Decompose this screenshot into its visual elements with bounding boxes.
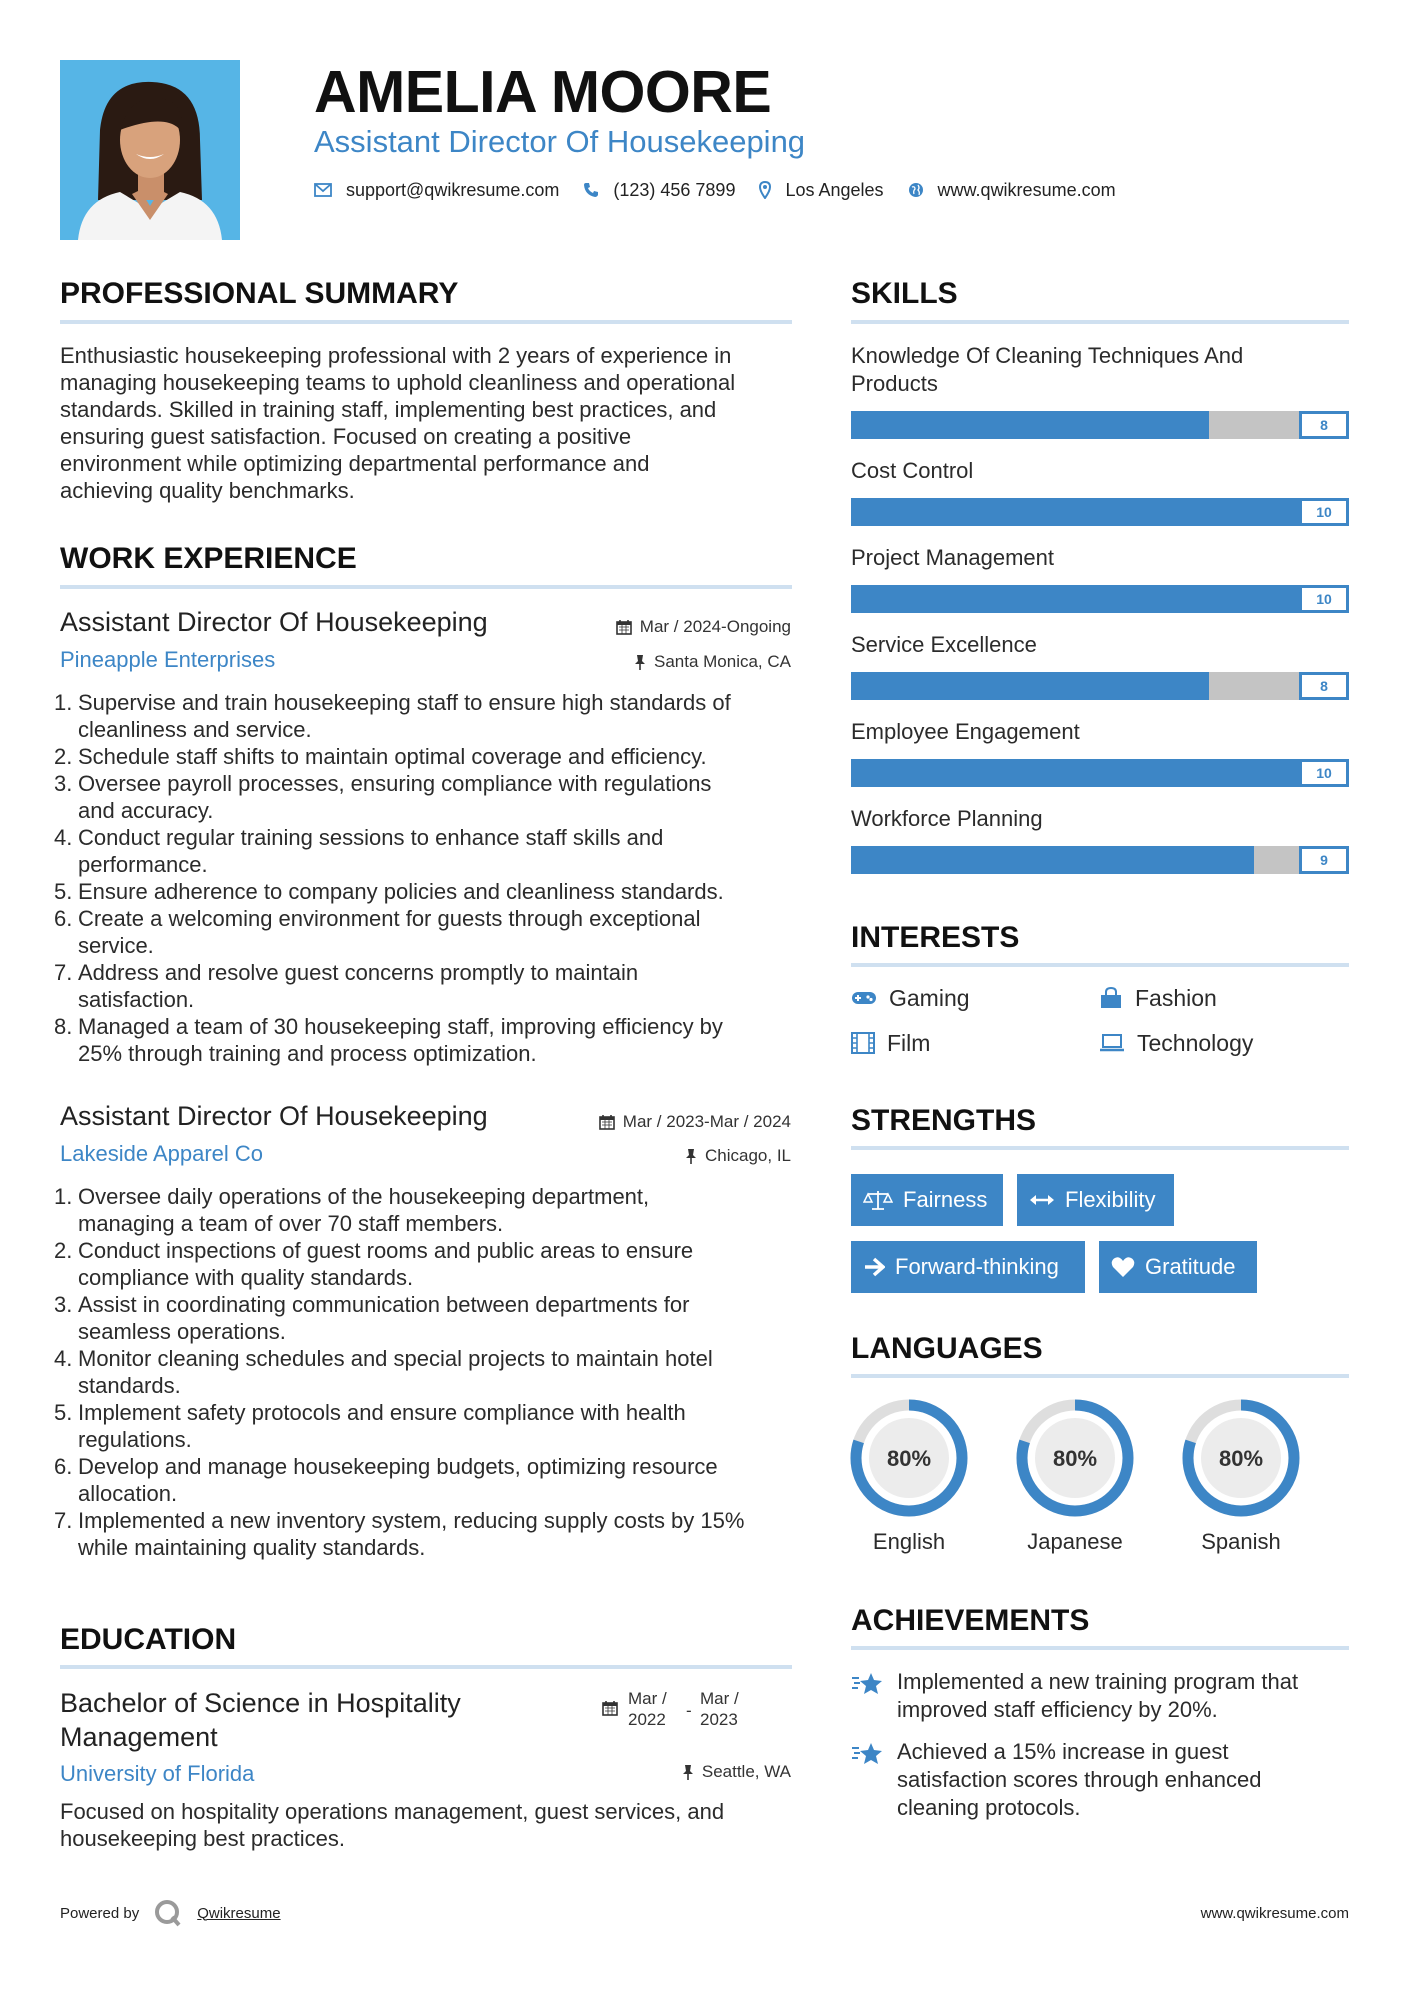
list-item: 1. Oversee daily operations of the housekeeping department, managing a team of over 70 staff members. xyxy=(54,1184,650,1236)
list-item: 7. Address and resolve guest concerns promptly to maintain satisfaction. xyxy=(54,960,639,1012)
brand-link[interactable]: Qwikresume xyxy=(197,1904,281,1922)
school-name: University of Florida xyxy=(60,1761,255,1786)
email-text: support@qwikresume.com xyxy=(346,179,560,200)
education-location: Seattle, WA xyxy=(682,1760,791,1784)
interests-heading: INTERESTS xyxy=(851,921,1020,954)
interest-fashion: Fashion xyxy=(1099,983,1217,1013)
calendar-icon xyxy=(616,619,632,635)
skill-1-bar xyxy=(851,411,1349,439)
strength-fairness: Fairness xyxy=(851,1174,1003,1226)
pin-icon xyxy=(685,1148,697,1164)
skills-heading: SKILLS xyxy=(851,277,958,310)
language-percent: 80% xyxy=(1052,1446,1098,1471)
language-spanish-label: Spanish xyxy=(1201,1529,1281,1554)
star-award-icon xyxy=(851,1740,885,1768)
envelope-icon xyxy=(314,183,332,197)
list-item: 5. Ensure adherence to company policies and cleanliness standards. xyxy=(54,879,724,904)
skill-bar-fill xyxy=(851,672,1209,700)
contact-phone[interactable] xyxy=(583,180,735,201)
globe-icon xyxy=(908,182,924,198)
film-icon xyxy=(851,1032,875,1054)
skill-level-badge: 10 xyxy=(1299,585,1349,613)
list-item: 1. Supervise and train housekeeping staff to ensure high standards of cleanliness and service. xyxy=(54,690,731,742)
strengths-divider xyxy=(851,1146,1349,1150)
job-2-title: Assistant Director Of Housekeeping xyxy=(60,1101,488,1131)
interest-gaming: Gaming xyxy=(851,983,970,1013)
language-english-label: English xyxy=(872,1529,946,1554)
skill-level-badge: 9 xyxy=(1299,846,1349,874)
skills-divider xyxy=(851,320,1349,324)
interest-film: Film xyxy=(851,1028,930,1058)
achievements-heading: ACHIEVEMENTS xyxy=(851,1604,1090,1637)
job-2-duties xyxy=(54,1183,792,1561)
list-item: 2. Conduct inspections of guest rooms and public areas to ensure compliance with quality standards. xyxy=(54,1238,694,1290)
job-2-company: Lakeside Apparel Co xyxy=(60,1141,264,1166)
list-item: 4. Conduct regular training sessions to enhance staff skills and performance. xyxy=(54,825,664,877)
job-1-duties xyxy=(54,689,792,1067)
experience-heading: WORK EXPERIENCE xyxy=(60,542,357,575)
candidate-title: Assistant Director Of Housekeeping xyxy=(314,124,806,159)
summary-heading: PROFESSIONAL SUMMARY xyxy=(60,277,459,310)
candidate-name: AMELIA MOORE xyxy=(314,59,772,125)
skill-4-bar xyxy=(851,672,1349,700)
job-1-location: Santa Monica, CA xyxy=(634,650,791,674)
website-text: www.qwikresume.com xyxy=(937,179,1116,200)
portrait-icon xyxy=(60,60,240,240)
calendar-icon xyxy=(602,1700,618,1716)
language-percent: 80% xyxy=(1218,1446,1264,1471)
skill-3-bar xyxy=(851,585,1349,613)
experience-divider xyxy=(60,585,792,589)
skill-3-name: Project Management xyxy=(851,545,1054,570)
skill-bar-fill xyxy=(851,411,1209,439)
summary-text: Enthusiastic housekeeping professional with 2 years of experience in managing housekeeping teams to uphold cleanliness and operational standards. Skilled in training staff, implementing best practices, and ensuring guest satisfaction. Focused on creating a positive environment while optimizing departmental performance and achieving quality benchmarks. xyxy=(60,343,736,503)
phone-text: (123) 456 7899 xyxy=(613,179,736,200)
list-item: 4. Monitor cleaning schedules and special projects to maintain hotel standards. xyxy=(54,1346,713,1398)
language-spanish xyxy=(1176,1393,1306,1528)
skill-level-badge: 10 xyxy=(1299,498,1349,526)
skill-4-name: Service Excellence xyxy=(851,632,1037,657)
skill-6-bar xyxy=(851,846,1349,874)
achievement-1: Implemented a new training program that improved staff efficiency by 20%. xyxy=(851,1668,1349,1724)
arrow-right-icon xyxy=(863,1257,885,1277)
skill-6-name: Workforce Planning xyxy=(851,806,1043,831)
job-2-dates: Mar / 2023-Mar / 2024 xyxy=(599,1110,791,1134)
map-marker-icon xyxy=(759,181,771,199)
shopping-bag-icon xyxy=(1099,987,1123,1009)
arrows-horizontal-icon xyxy=(1029,1193,1055,1207)
strengths-heading: STRENGTHS xyxy=(851,1104,1037,1137)
contact-email[interactable] xyxy=(314,180,559,201)
list-item: 2. Schedule staff shifts to maintain optimal coverage and efficiency. xyxy=(54,744,707,769)
star-award-icon xyxy=(851,1670,885,1698)
calendar-icon xyxy=(599,1114,615,1130)
interests-divider xyxy=(851,963,1349,967)
skill-bar-fill xyxy=(851,585,1349,613)
language-spanish-ring xyxy=(1176,1393,1306,1523)
education-description: Focused on hospitality operations management, guest services, and housekeeping best practices. xyxy=(60,1799,725,1851)
skill-2-name: Cost Control xyxy=(851,458,974,483)
footer-powered-by: Powered by Qwikresume xyxy=(60,1898,281,1928)
education-dates: Mar / 2022 - Mar / 2023 xyxy=(602,1688,758,1730)
contact-website[interactable] xyxy=(908,180,1116,201)
summary-divider xyxy=(60,320,792,324)
achievement-2: Achieved a 15% increase in guest satisfaction scores through enhanced cleaning protocols. xyxy=(851,1738,1349,1822)
strength-forward-thinking: Forward-thinking xyxy=(851,1241,1085,1293)
achievements-divider xyxy=(851,1646,1349,1650)
language-english-ring xyxy=(844,1393,974,1523)
interest-technology: Technology xyxy=(1099,1028,1253,1058)
list-item: 6. Create a welcoming environment for guests through exceptional service. xyxy=(54,906,701,958)
language-japanese-ring xyxy=(1010,1393,1140,1523)
skill-2-bar xyxy=(851,498,1349,526)
skill-level-badge: 8 xyxy=(1299,411,1349,439)
skill-5-bar xyxy=(851,759,1349,787)
skill-1-name: Knowledge Of Cleaning Techniques And Products xyxy=(851,343,1244,396)
qwikresume-logo-icon xyxy=(153,1898,183,1928)
strength-gratitude: Gratitude xyxy=(1099,1241,1257,1293)
skill-bar-fill xyxy=(851,759,1349,787)
list-item: 3. Oversee payroll processes, ensuring compliance with regulations and accuracy. xyxy=(54,771,712,823)
skill-level-badge: 10 xyxy=(1299,759,1349,787)
list-item: 3. Assist in coordinating communication between departments for seamless operations. xyxy=(54,1292,690,1344)
heart-icon xyxy=(1111,1256,1135,1278)
contact-bar xyxy=(314,176,1140,204)
job-1-title: Assistant Director Of Housekeeping xyxy=(60,607,488,637)
list-item: 6. Develop and manage housekeeping budgets, optimizing resource allocation. xyxy=(54,1454,718,1506)
language-japanese xyxy=(1010,1393,1140,1528)
education-divider xyxy=(60,1665,792,1669)
contact-location xyxy=(759,180,883,201)
balance-scale-icon xyxy=(863,1189,893,1211)
language-japanese-label: Japanese xyxy=(1027,1529,1123,1554)
job-1-dates: Mar / 2024-Ongoing xyxy=(616,615,791,639)
skill-level-badge: 8 xyxy=(1299,672,1349,700)
skill-bar-fill xyxy=(851,846,1254,874)
education-heading: EDUCATION xyxy=(60,1623,237,1656)
list-item: 5. Implement safety protocols and ensure compliance with health regulations. xyxy=(54,1400,686,1452)
gamepad-icon xyxy=(851,990,877,1006)
footer-website[interactable]: www.qwikresume.com xyxy=(1200,1905,1349,1922)
strength-flexibility: Flexibility xyxy=(1017,1174,1174,1226)
degree-title: Bachelor of Science in Hospitality Management xyxy=(60,1688,461,1752)
location-text: Los Angeles xyxy=(785,179,884,200)
languages-heading: LANGUAGES xyxy=(851,1332,1043,1365)
pin-icon xyxy=(682,1764,694,1780)
list-item: 7. Implemented a new inventory system, reducing supply costs by 15% while maintaining quality standards. xyxy=(54,1508,745,1560)
language-percent: 80% xyxy=(886,1446,932,1471)
phone-icon xyxy=(583,182,599,198)
list-item: 8. Managed a team of 30 housekeeping staff, improving efficiency by 25% through training and process optimization. xyxy=(54,1014,723,1066)
pin-icon xyxy=(634,654,646,670)
languages-divider xyxy=(851,1374,1349,1378)
laptop-icon xyxy=(1099,1034,1125,1052)
language-english xyxy=(844,1393,974,1528)
skill-5-name: Employee Engagement xyxy=(851,719,1080,744)
job-2-location: Chicago, IL xyxy=(685,1144,791,1168)
skill-bar-fill xyxy=(851,498,1349,526)
profile-photo xyxy=(60,60,240,240)
job-1-company: Pineapple Enterprises xyxy=(60,647,276,672)
